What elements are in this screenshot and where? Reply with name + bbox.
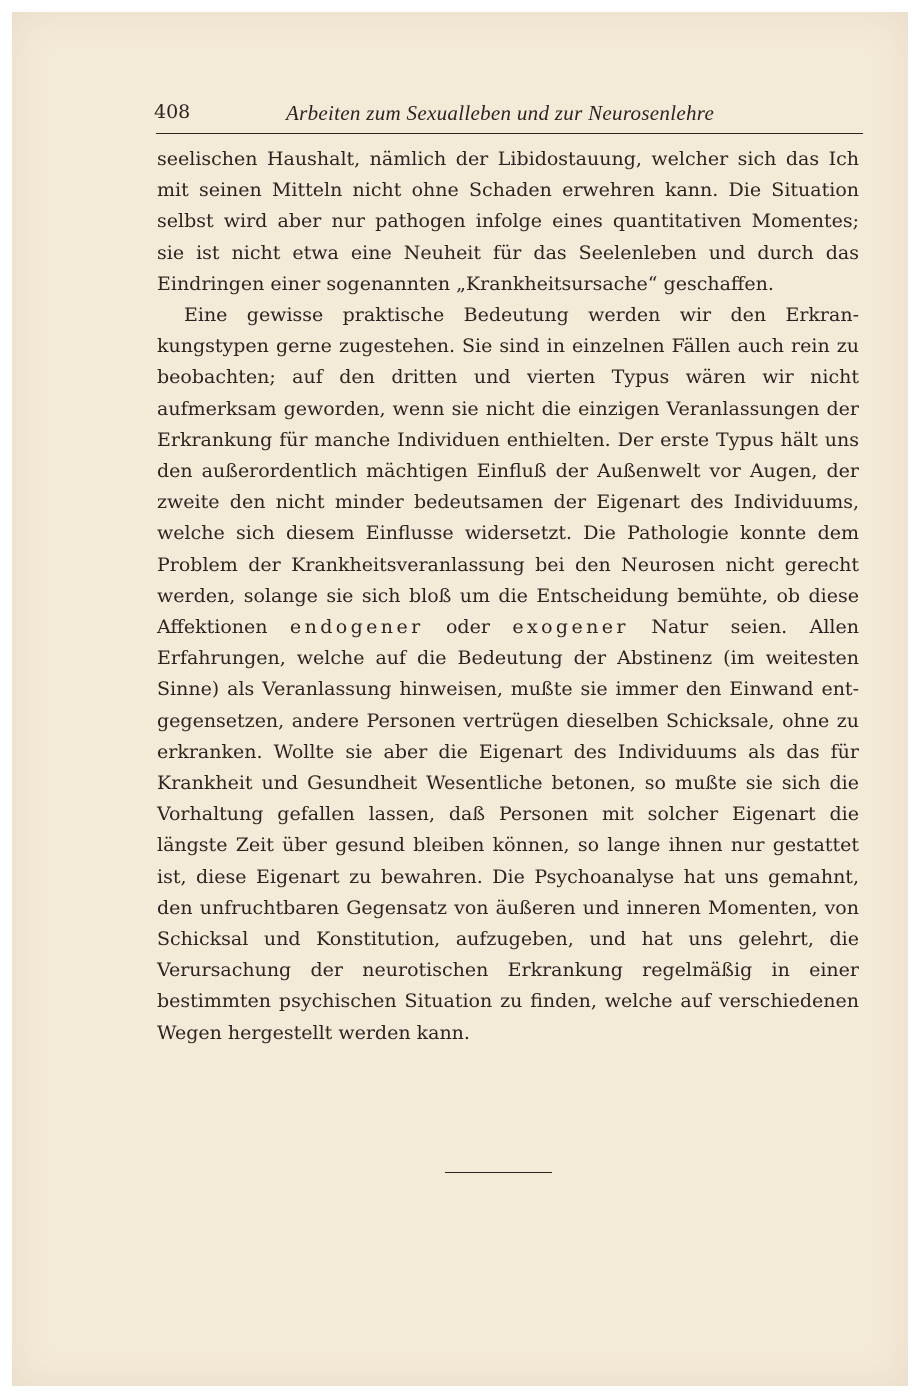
body-text (157, 144, 859, 1049)
page-header (154, 101, 866, 131)
header-rule (156, 133, 863, 134)
emphasis-endogener: endogener (289, 616, 424, 639)
paragraph-2-text-b: oder (445, 616, 490, 639)
page-number: 408 (154, 101, 191, 123)
paragraph-2 (157, 300, 859, 1049)
section-end-rule (445, 1172, 552, 1173)
emphasis-exogener: exogener (512, 616, 629, 639)
paragraph-2-text-a: Eine gewisse praktische Bedeutung werden wir den Erkrankungstypen gerne zugestehen. Sie sind in einzelnen Fällen auch rein zu beobachten; auf den dritten und vierten Typus wären wir nicht aufmerksam geworden, wenn sie nicht die einzigen Veranlassungen der Erkrankung für manche Individuen enthielten. Der erste Typus hält uns den außerordentlich mächtigen Einfluß der Außenwelt vor Augen, der zweite den nicht minder bedeutsamen der Eigenart des Individuums, welche sich diesem Einflusse widersetzt. Die Pathologie konnte dem Problem der Krankheitsveranlassung bei den Neurosen nicht gerecht werden, solange sie sich bloß um die Entscheidung bemühte, ob diese Affektionen (157, 304, 859, 639)
paragraph-2-text-c: Natur seien. Allen Erfahrungen, welche auf die Bedeutung der Abstinenz (im weitesten Sinne) als Veranlassung hinweisen, mußte sie immer den Einwand entgegensetzen, andere Personen vertrügen dieselben Schicksale, ohne zu erkranken. Wollte sie aber die Eigenart des Individuums als das für Krankheit und Gesundheit Wesentliche betonen, so mußte sie sich die Vorhaltung gefallen lassen, daß Personen mit solcher Eigenart die längste Zeit über gesund bleiben können, so lange ihnen nur gestattet ist, diese Eigenart zu bewahren. Die Psychoanalyse hat uns gemahnt, den unfruchtbaren Gegensatz von äußeren und inneren Momenten, von Schicksal und Konstitution, aufzugeben, und hat uns gelehrt, die Verursachung der neurotischen Erkrankung regelmäßig in einer bestimmten psychischen Situation zu finden, welche auf verschiedenen Wegen hergestellt werden kann. (157, 616, 859, 1044)
running-head: Arbeiten zum Sexualleben und zur Neurosenlehre (286, 101, 715, 125)
paragraph-1: seelischen Haushalt, nämlich der Libidostauung, welcher sich das Ich mit seinen Mitteln nicht ohne Schaden erwehren kann. Die Situation selbst wird aber nur pathogen infolge eines quantitativen Momentes; sie ist nicht etwa eine Neuheit für das Seelenleben und durch das Eindringen einer sogenannten „Krankheitsursache“ geschaffen. (157, 148, 859, 295)
